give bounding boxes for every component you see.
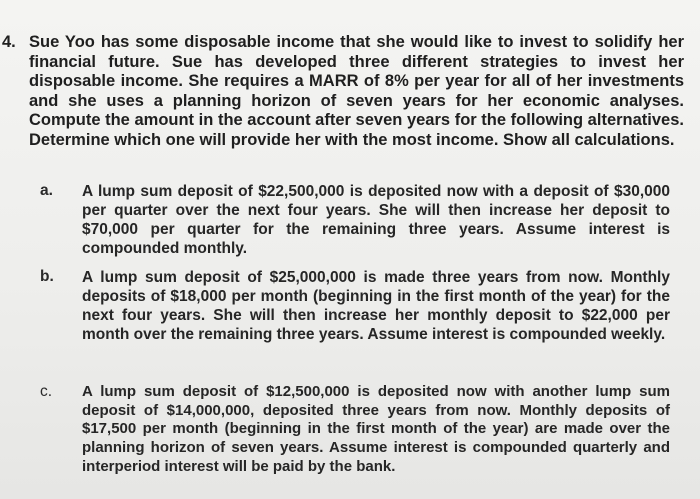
part-b-letter: b.	[40, 268, 54, 285]
part-a-letter: a.	[40, 182, 53, 199]
problem-4	[2, 33, 692, 150]
part-b	[0, 268, 690, 344]
part-c	[0, 383, 690, 477]
part-a	[0, 182, 690, 258]
part-c-letter: c.	[40, 383, 53, 400]
problem-statement: Sue Yoo has some disposable income that she would like to invest to solidify her financial future. Sue has developed three different strategies to invest her disposable income. She requires a MARR of 8% per year for all of her investments and she uses a planning horizon of seven years for her economic analyses. Compute the amount in the account after seven years for the following alternatives. Determine which one will provide her with the most income. Show all calculations.	[29, 33, 684, 149]
part-b-text: A lump sum deposit of $25,000,000 is made three years from now. Monthly deposits of $18,000 per month (beginning in the first month of the year) for the next four years. She will then increase her monthly deposit to $22,000 per month over the remaining three years. Assume interest is compounded weekly.	[82, 269, 670, 343]
problem-number: 4.	[2, 33, 16, 51]
part-a-text: A lump sum deposit of $22,500,000 is deposited now with a deposit of $30,000 per quarter over the next four years. She will then increase her deposit to $70,000 per quarter for the remaining three years. Assume interest is compounded monthly.	[82, 183, 670, 257]
part-c-text: A lump sum deposit of $12,500,000 is deposited now with another lump sum deposit of $14,000,000, deposited three years from now. Monthly deposits of $17,500 per month (beginning in the first month of the year) are made over the planning horizon of seven years. Assume interest is compounded quarterly and interperiod interest will be paid by the bank.	[82, 383, 670, 475]
